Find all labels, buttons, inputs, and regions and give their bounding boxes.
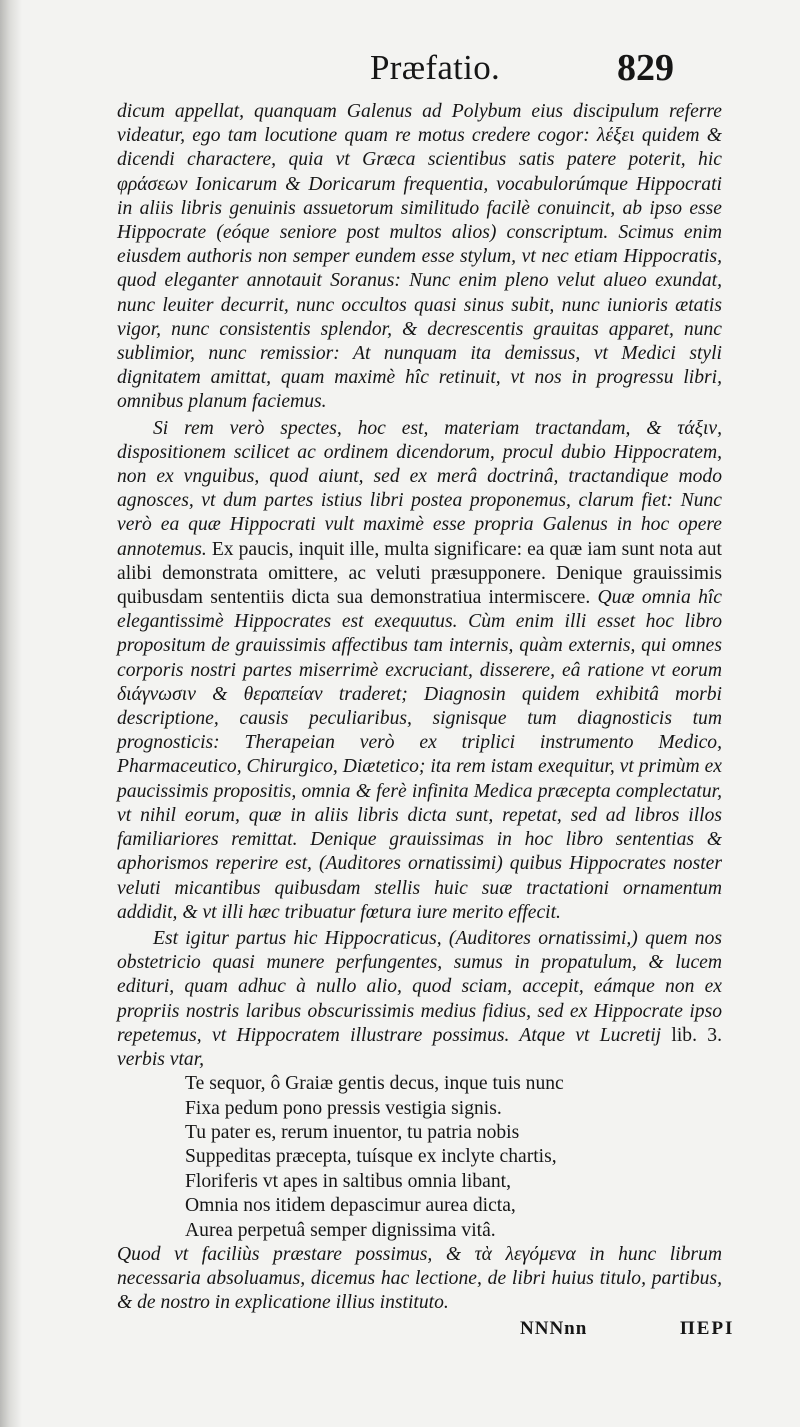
catchword: ΠΕΡΙ — [680, 1318, 735, 1339]
paragraph-1: dicum appellat, quanquam Galenus ad Polybum eius discipulum referre videatur, ego tam locutione quam re motus credere cogor: λέξει quidem & dicendi charactere, quia vt Græca scientibus satis patere poterit, hic φράσεων Ionicarum & Doricarum frequentia, vocabulorúmque Hippocrati in aliis libris genuinis assuetorum similitudo facilè conuincit, ab ipso esse Hippocrate (eóque seniore post multos alios) conscriptum. Scimus enim eiusdem authoris non semper eundem esse stylum, vt nec etiam Hippocratis, quod eleganter annotauit Soranus: Nunc enim pleno velut alueo exundat, nunc leuiter decurrit, nunc occultos quasi sinus subit, nunc iunioris ætatis vigor, nunc consistentis splendor, & decrescentis grauitas apparet, nunc sublimior, nunc remissior: At nunquam ita demissus, vt Medici styli dignitatem amittat, quam maximè hîc retinuit, vt nos in progressu libri, omnibus planum faciemus. — [117, 101, 722, 413]
paragraph-2-run-2: Ex paucis, inquit ille, multa significare: ea quæ iam sunt nota aut alibi demonstrata omittere, ac veluti præsupponere. Denique grauissimis quibusdam sententiis dicta sua demonstratiua intermiscere. — [117, 538, 722, 609]
paragraph-3-run-3: verbis vtar, — [117, 1048, 205, 1070]
verse-line: Omnia nos itidem depascimur aurea dicta, — [185, 1195, 516, 1217]
verse-line: Floriferis vt apes in saltibus omnia libant, — [185, 1170, 511, 1192]
verse-line: Suppeditas præcepta, tuísque ex inclyte chartis, — [185, 1146, 557, 1168]
verse-quotation — [185, 1072, 722, 1243]
signature-mark: NNNnn — [520, 1318, 588, 1339]
closing-paragraph: Quod vt faciliùs præstare possimus, & τὰ λεγόμενα in hunc librum necessaria absoluamus, dicemus hac lectione, de libri huius titulo, partibus, & de nostro in explicatione illius instituto. — [117, 1243, 722, 1314]
paragraph-3-run-2: lib. 3. — [661, 1024, 722, 1046]
paragraph-2 — [117, 417, 722, 925]
body-text — [117, 100, 722, 1316]
page-header — [0, 44, 800, 96]
verse-line: Tu pater es, rerum inuentor, tu patria nobis — [185, 1121, 520, 1143]
paragraph-3-run-1: Est igitur partus hic Hippocraticus, (Auditores ornatissimi,) quem nos obstetricio quasi munere perfungentes, sumus in propatulum, & lucem edituri, quam adhuc à nullo alio, quod sciam, accepit, eámque non ex propriis nostris laribus obscurissimis medius fidius, sed ex Hippocrate ipso repetemus, vt Hippocratem illustrare possimus. Atque vt Lucretij — [117, 927, 722, 1046]
verse-line: Te sequor, ô Graiæ gentis decus, inque tuis nunc — [185, 1073, 564, 1095]
page-spine-shadow — [0, 0, 22, 1427]
paragraph-3 — [117, 927, 722, 1072]
verse-line: Aurea perpetuâ semper dignissima vitâ. — [185, 1219, 496, 1241]
paragraph-2-run-1: Si rem verò spectes, hoc est, materiam tractandam, & τάξιν, dispositionem scilicet ac ordinem dicendorum, procul dubio Hippocratem, non ex vnguibus, quod aiunt, sed ex merâ doctrinâ, tractandique modo agnosces, vt dum partes istius libri postea proponemus, clarum fiet: Nunc verò ea quæ Hippocrati vult maximè esse propria Galenus in hoc opere annotemus. — [117, 417, 722, 560]
running-title: Præfatio. — [370, 48, 501, 87]
paragraph-2-run-3: Quæ omnia hîc elegantissimè Hippocrates est exequutus. Cùm enim illi esset hoc libro propositum de grauissimis affectibus tam internis, quàm externis, qui omnes corporis nostri partes miserrimè excruciant, disserere, eâ ratione vt eorum διάγνωσιν & θεραπείαν traderet; Diagnosin quidem exhibitâ morbi descriptione, causis peculiaribus, signisque tum diagnosticis tum prognosticis: Therapeian verò ex triplici instrumento Medico, Pharmaceutico, Chirurgico, Diætetico; ita rem istam exequitur, vt primùm ex paucissimis propositis, omnia & ferè infinita Medica præcepta complectatur, vt nihil eorum, quæ in aliis libris dicta sunt, repetat, sed ad libros illos familiariores remittat. Denique grauissimas in hoc libro sententias & aphorismos reperire est, (Auditores ornatissimi) quibus Hippocrates noster veluti micantibus quibusdam stellis huic suæ tractationi ornamentum addidit, & vt illi hæc tribuatur fœtura iure merito effecit. — [117, 587, 722, 923]
page-footer — [0, 1318, 800, 1348]
page-number: 829 — [617, 47, 674, 89]
verse-line: Fixa pedum pono pressis vestigia signis. — [185, 1097, 502, 1119]
